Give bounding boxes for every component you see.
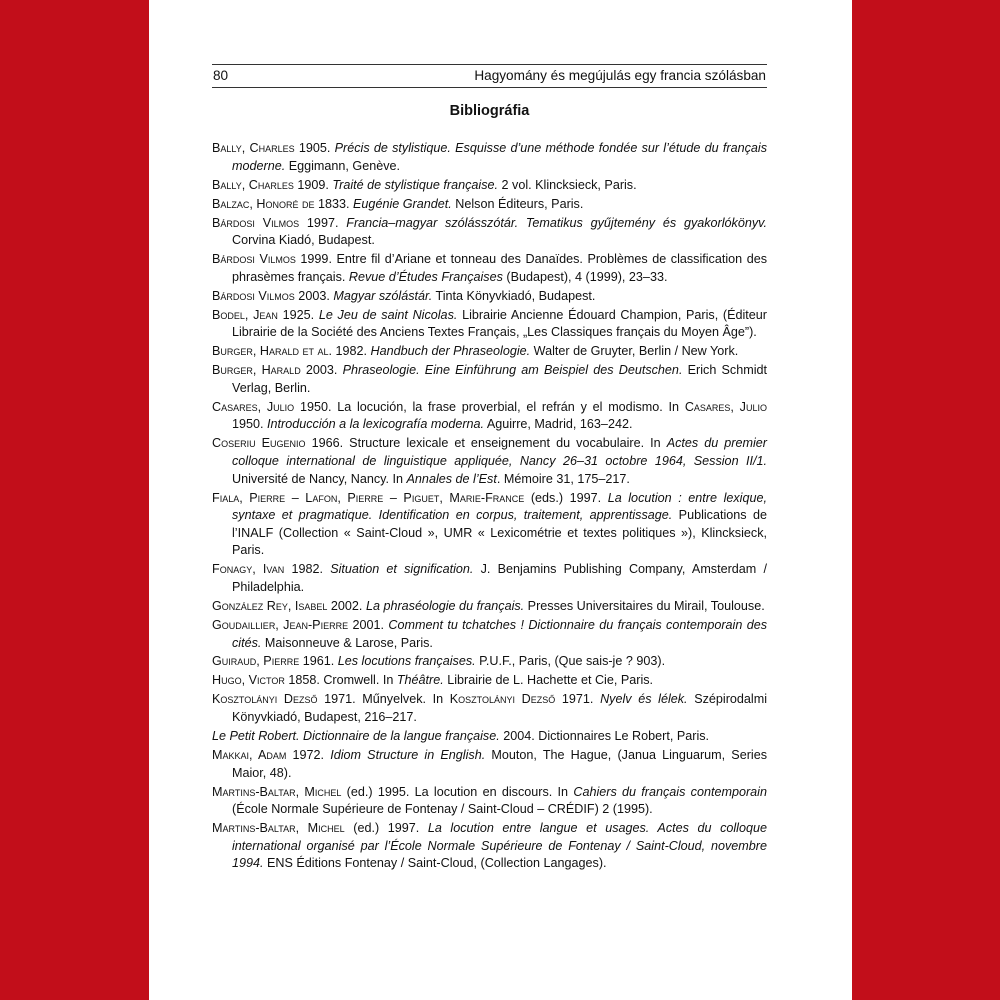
entry-text: 2003. [294, 288, 334, 303]
work-title: Situation et signification. [330, 562, 474, 577]
bibliography-entry [212, 215, 767, 250]
author-name: Balzac, Honoré de [212, 196, 315, 211]
entry-text: 1999. Entre fil d’Ariane et tonneau des Danaïdes. Problèmes de classification des phrasèmes français. [232, 252, 768, 284]
entry-text: Eggimann, Genève. [285, 158, 401, 173]
entry-text: Erich Schmidt Verlag, Berlin. [232, 363, 768, 395]
work-title: Les locutions françaises. [337, 654, 476, 669]
work-title: Précis de stylistique. Esquisse d’une méthode fondée sur l’étude du français moderne. [232, 141, 768, 173]
author-name: Bárdosi Vilmos [212, 252, 296, 267]
author-name: Bodel, Jean [212, 307, 278, 322]
book-page [149, 0, 852, 1000]
entry-text: 1982. [332, 344, 371, 359]
author-name: Martins-Baltar, Michel [212, 821, 345, 836]
bibliography-entry [212, 399, 767, 434]
bibliography-entry [212, 288, 767, 306]
bibliography-entry [212, 691, 767, 726]
entry-text: (ed.) 1997. [344, 821, 428, 836]
bibliography-entry [212, 490, 767, 560]
author-name: Guiraud, Pierre [212, 654, 300, 669]
bibliography-entry [212, 728, 767, 746]
entry-text: 1961. [299, 654, 338, 669]
running-header [212, 64, 767, 88]
entry-text: 1833. [314, 196, 354, 211]
entry-text: (Budapest), 4 (1999), 23–33. [502, 269, 668, 284]
entry-text: ENS Éditions Fontenay / Saint-Cloud, (Collection Langages). [263, 856, 607, 871]
bibliography-entry [212, 617, 767, 652]
entry-text: 1950. La locución, la frase proverbial, el refrán y el modismo. In [294, 399, 685, 414]
entry-text: Szépirodalmi Könyvkiadó, Budapest, 216–217. [232, 692, 767, 725]
author-name: Kosztolányi Dezső [449, 692, 556, 707]
author-name: Hugo, Victor [212, 673, 285, 688]
entry-text: (eds.) 1997. [524, 490, 608, 505]
author-name: Bárdosi Vilmos [212, 288, 295, 303]
entry-text: 1909. [293, 177, 333, 192]
work-title: Annales de l’Est [406, 471, 497, 486]
author-name: Martins-Baltar, Michel [212, 784, 342, 799]
entry-text: Tinta Könyvkiadó, Budapest. [432, 288, 596, 303]
bibliography-entry [212, 343, 767, 361]
entry-text: Maisonneuve & Larose, Paris. [261, 635, 433, 650]
entry-text: 1966. Structure lexicale et enseignement du vocabulaire. In [305, 436, 667, 451]
author-name: Burger, Harald [212, 363, 301, 378]
bibliography-entry [212, 196, 767, 214]
work-title: Nyelv és lélek. [600, 692, 688, 707]
entry-text: Nelson Éditeurs, Paris. [451, 196, 584, 211]
work-title: Le Petit Robert. Dictionnaire de la langue française. [212, 729, 500, 744]
work-title: Introducción a la lexicografía moderna. [267, 417, 485, 432]
work-title: La phraséologie du français. [365, 598, 525, 613]
work-title: Idiom Structure in English. [330, 748, 486, 763]
entry-text: 1971. [555, 692, 601, 707]
work-title: La locution : entre lexique, syntaxe et pragmatique. Identification en corpus, traitement, apprentissage. [232, 490, 767, 523]
work-title: Comment tu tchatches ! Dictionnaire du français contemporain des cités. [232, 617, 768, 650]
bibliography-entry [212, 177, 767, 195]
bibliography-entry [212, 362, 767, 397]
entry-text: Publications de l’INALF (Collection « Saint-Cloud », UMR « Lexicométrie et textes politiques »), Klincksieck, Paris. [232, 508, 767, 558]
entry-text: Aguirre, Madrid, 163–242. [484, 417, 633, 432]
entry-text: . Mémoire 31, 175–217. [496, 471, 630, 486]
work-title: Eugénie Grandet. [353, 196, 452, 211]
work-title: Cahiers du français contemporain [573, 784, 767, 799]
bibliography-entry [212, 140, 767, 175]
bibliography-entry [212, 435, 767, 488]
bibliography-entry [212, 653, 767, 671]
entry-text: 2004. Dictionnaires Le Robert, Paris. [499, 729, 710, 744]
bibliography-entry [212, 307, 767, 342]
work-title: Actes du premier colloque international de linguistique appliquée, Nancy 26–31 octobre 1964, Session II/1. [232, 436, 767, 468]
work-title: Théâtre. [396, 673, 444, 688]
bibliography-entry [212, 251, 767, 286]
author-name: Fiala, Pierre – Lafon, Pierre – Piguet, Marie-France [212, 490, 525, 505]
author-name: Makkai, Adam [212, 748, 287, 763]
entry-text: Université de Nancy, Nancy. In [232, 471, 407, 486]
bibliography-entry [212, 598, 767, 616]
entry-text: (École Normale Supérieure de Fontenay / Saint-Cloud – CRÉDIF) 2 (1995). [232, 802, 653, 817]
entry-text: 2001. [348, 617, 389, 632]
entry-text: 1950. [232, 417, 268, 432]
entry-text: Librairie de L. Hachette et Cie, Paris. [443, 673, 654, 688]
entry-text: 2002. [327, 598, 366, 613]
author-name: Fonagy, Ivan [212, 562, 285, 577]
entry-text: Librairie Ancienne Édouard Champion, Paris, (Éditeur Librairie de la Société des Anciens Textes Français, „Les Classiques français du Moyen Âge”). [232, 307, 768, 340]
work-title: Handbuch der Phraseologie. [370, 344, 531, 359]
bibliography-entry [212, 672, 767, 690]
entry-text: 1972. [286, 748, 331, 763]
entry-text: 1858. Cromwell. In [284, 673, 397, 688]
work-title: Magyar szólástár. [333, 288, 433, 303]
entry-text: 2 vol. Klincksieck, Paris. [498, 177, 637, 192]
bibliography-entry [212, 561, 767, 596]
entry-text: 1905. [294, 141, 335, 155]
entry-text: Presses Universitaires du Mirail, Toulouse. [524, 598, 765, 613]
work-title: La locution entre langue et usages. Actes du colloque international organisé par l’École Normale Supérieure de Fontenay / Saint-Cloud, novembre 1994. [232, 821, 767, 871]
work-title: Le Jeu de saint Nicolas. [318, 307, 458, 322]
author-name: Bárdosi Vilmos [212, 215, 300, 230]
entry-text: 1925. [277, 307, 319, 322]
entry-text: 2003. [300, 363, 343, 378]
entry-text: 1997. [299, 215, 347, 230]
bibliography-list [212, 140, 767, 874]
work-title: Francia–magyar szólásszótár. Tematikus gyűjtemény és gyakorlókönyv. [346, 215, 768, 230]
page-number: 80 [213, 68, 229, 83]
section-title: Bibliográfia [449, 103, 530, 119]
bibliography-entry [212, 820, 767, 873]
entry-text: P.U.F., Paris, (Que sais-je ? 903). [475, 654, 666, 669]
author-name: Bally, Charles [212, 177, 294, 192]
author-name: Goudaillier, Jean-Pierre [212, 617, 349, 632]
author-name: Casares, Julio [684, 399, 767, 414]
work-title: Phraseologie. Eine Einführung am Beispiel des Deutschen. [342, 363, 683, 378]
entry-text: J. Benjamins Publishing Company, Amsterdam / Philadelphia. [232, 562, 767, 594]
entry-text: Mouton, The Hague, (Janua Linguarum, Series Maior, 48). [232, 748, 767, 780]
author-name: Bally, Charles [212, 141, 295, 155]
author-name: Burger, Harald et al. [212, 344, 333, 359]
bibliography-entry [212, 747, 767, 782]
bibliography-entry [212, 784, 767, 819]
author-name: Casares, Julio [212, 399, 295, 414]
author-name: Coseriu Eugenio [212, 436, 306, 451]
entry-text: Walter de Gruyter, Berlin / New York. [530, 344, 739, 359]
entry-text: 1971. Műnyelvek. In [317, 692, 450, 707]
entry-text: (ed.) 1995. La locution en discours. In [341, 784, 574, 799]
work-title: Revue d’Études Françaises [348, 269, 503, 284]
entry-text: Corvina Kiadó, Budapest. [232, 233, 375, 248]
work-title: Traité de stylistique française. [332, 177, 499, 192]
author-name: González Rey, Isabel [212, 598, 328, 613]
author-name: Kosztolányi Dezső [212, 692, 318, 707]
entry-text: 1982. [284, 562, 331, 577]
running-title: Hagyomány és megújulás egy francia szólásban [474, 68, 766, 83]
